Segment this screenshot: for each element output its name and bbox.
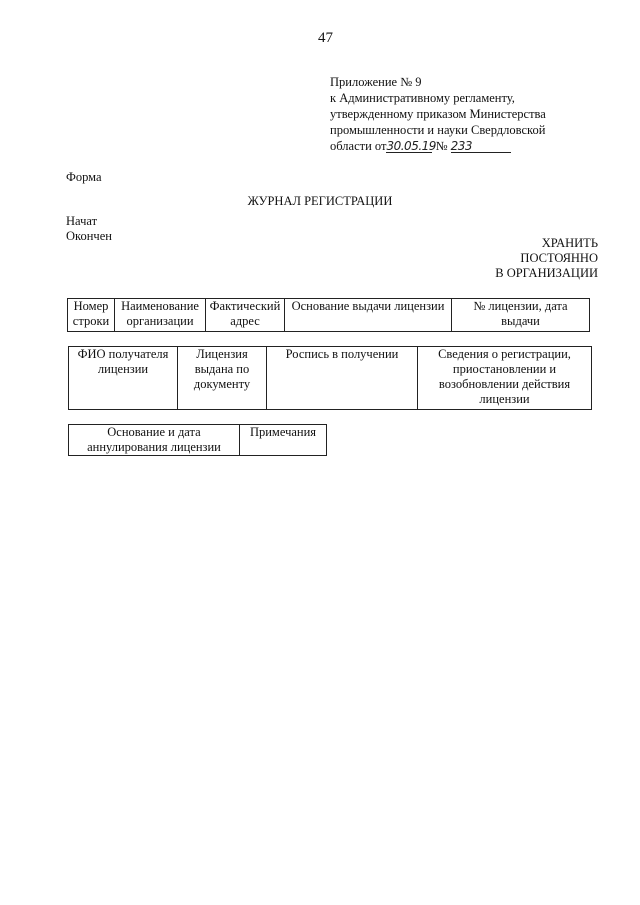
appendix-line: к Административному регламенту, bbox=[330, 91, 515, 105]
header-cell-license-number: № лицензии, дата выдачи bbox=[452, 299, 590, 332]
document-title: ЖУРНАЛ РЕГИСТРАЦИИ bbox=[247, 194, 393, 208]
appendix-line-date bbox=[330, 138, 546, 154]
appendix-line-prefix: области от bbox=[330, 139, 387, 153]
table-header-row bbox=[69, 347, 592, 410]
table-header-row bbox=[68, 299, 590, 332]
form-label: Форма bbox=[66, 170, 102, 184]
retention-line: В ОРГАНИЗАЦИИ bbox=[495, 266, 598, 280]
appendix-line: Приложение № 9 bbox=[330, 75, 422, 89]
appendix-line: промышленности и науки Свердловской bbox=[330, 123, 546, 137]
appendix-line: утвержденному приказом Министерства bbox=[330, 107, 546, 121]
appendix-header bbox=[330, 74, 546, 154]
header-cell-issue-basis: Основание выдачи лицензии bbox=[285, 299, 452, 332]
register-table-part3 bbox=[68, 424, 327, 456]
header-cell-recipient: ФИО получателя лицензии bbox=[69, 347, 178, 410]
page-number: 47 bbox=[318, 30, 333, 46]
header-cell-row-number: Номер строки bbox=[68, 299, 115, 332]
header-cell-organization: Наименование организации bbox=[115, 299, 206, 332]
handwritten-number: 233 bbox=[451, 140, 511, 153]
register-table-part1 bbox=[67, 298, 590, 332]
handwritten-date: 30.05.19 bbox=[386, 139, 436, 153]
header-cell-address: Фактический адрес bbox=[206, 299, 285, 332]
retention-note bbox=[495, 236, 598, 281]
started-label: Начат bbox=[66, 214, 98, 228]
header-cell-issued-by-document: Лицензия выдана по документу bbox=[178, 347, 267, 410]
table-header-row bbox=[69, 425, 327, 456]
header-cell-registration-info: Сведения о регистрации, приостановлении и возобновлении действия лицензии bbox=[418, 347, 592, 410]
number-label: № bbox=[435, 139, 448, 153]
retention-line: ПОСТОЯННО bbox=[520, 251, 598, 265]
register-table-part2 bbox=[68, 346, 592, 410]
header-cell-notes: Примечания bbox=[240, 425, 327, 456]
retention-line: ХРАНИТЬ bbox=[541, 236, 598, 250]
ended-label: Окончен bbox=[66, 229, 112, 243]
header-cell-cancellation-basis: Основание и дата аннулирования лицензии bbox=[69, 425, 240, 456]
header-cell-signature: Роспись в получении bbox=[267, 347, 418, 410]
